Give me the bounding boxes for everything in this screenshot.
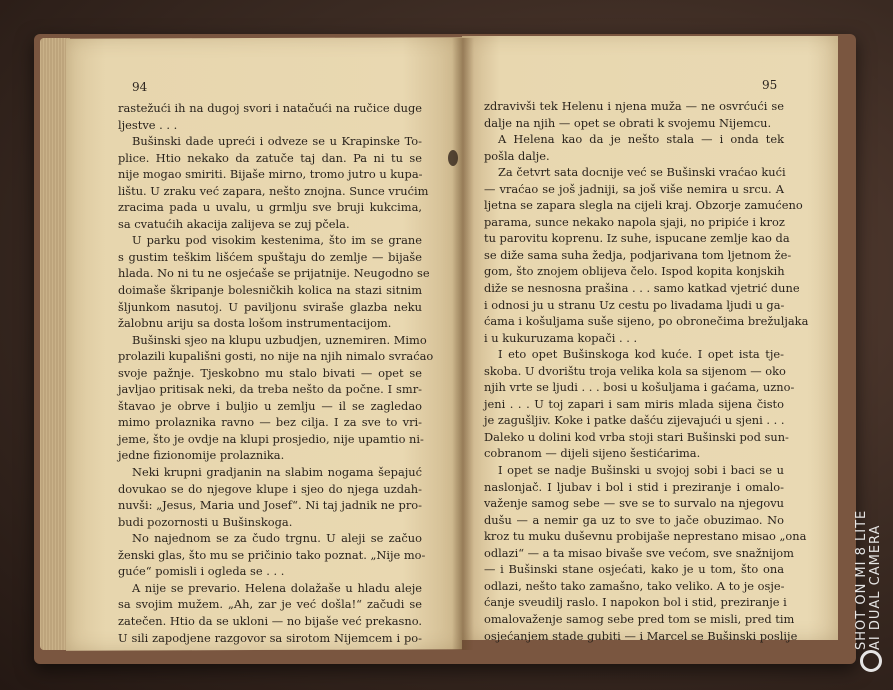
text-line: žalobnu ariju sa dosta lošom instrumentacijom. bbox=[118, 316, 392, 331]
text-line: štavao je obrve i buljio u zemlju — il se zagledao bbox=[118, 398, 422, 413]
text-line: Bušinski dade upreći i odveze se u Krapinske To- bbox=[132, 134, 422, 149]
text-line: je zagušljiv. Koke i patke dašću zijevajući u sjeni . . . bbox=[484, 413, 785, 428]
text-line: rastežući ih na dugoj svori i natačući na ručice duge bbox=[118, 101, 422, 115]
text-line: doimaše škripanje bolesničkih kolica na stazi sitnim bbox=[118, 283, 422, 298]
text-line: sa svojim mužem. „Ah, zar je već došla!“ začudi se bbox=[118, 597, 422, 612]
text-line: skoba. U dvorištu troja velika kola sa sijenom — oko bbox=[484, 363, 786, 378]
text-line: njih vrte se ljudi . . . bosi u košuljama i gaćama, uzno- bbox=[484, 380, 795, 395]
text-line: U sili zapodjene razgovor sa sirotom Nijemcem i po- bbox=[118, 630, 422, 645]
text-line: lištu. U zraku već zapara, nešto znojna. Sunce vrućim bbox=[118, 183, 429, 198]
text-line: — i Bušinski stane osjećati, kako je u tom, što ona bbox=[484, 562, 784, 577]
text-line: omalovaženje samog sebe pred tom se misli, pred tim bbox=[484, 611, 795, 626]
text-line: A nije se prevario. Helena dolažaše u hladu aleje bbox=[132, 580, 422, 595]
text-line: šljunkom nasutoj. U paviljonu sviraše glazba neku bbox=[118, 299, 422, 314]
text-line: nuvši: „Jesus, Maria und Josef“. Ni taj jadnik ne pro- bbox=[118, 498, 422, 513]
text-line: Za četvrt sata docnije već se Bušinski vraćao kući bbox=[498, 165, 786, 180]
text-line: Bušinski sjeo na klupu uzbudjen, uznemiren. Mimo bbox=[132, 332, 427, 347]
text-line: jedne fizionomije prolaznika. bbox=[118, 448, 285, 463]
text-line: ženski glas, što mu se pričinio tako poznat. „Nije mo- bbox=[118, 547, 426, 562]
text-line: gom, što znojem oblijeva čelo. Ispod kopita konjskih bbox=[484, 264, 785, 279]
text-line: odlazi, nešto tako zamašno, tako veliko. A to je osje- bbox=[484, 578, 785, 593]
text-line: naslonjač. I ljubav i bol i stid i preziranje i omalo- bbox=[484, 479, 784, 494]
text-line: tu parovitu koprenu. Iz suhe, ispucane zemlje kao da bbox=[484, 231, 790, 246]
page-stain bbox=[448, 150, 458, 166]
text-line: se diže sama suha žedja, podjarivana tom ljetnom že- bbox=[484, 247, 792, 262]
text-line: dalje na njih — opet se obrati k svojemu Nijemcu. bbox=[484, 115, 772, 130]
text-line: diže se nesnosna prašina . . . samo katkad vjetrić dune bbox=[484, 281, 800, 296]
text-line: I opet se nadje Bušinski u svojoj sobi i baci se u bbox=[498, 463, 784, 478]
text-line: ćama i košuljama suše sijeno, po obronečima brežuljaka bbox=[484, 314, 809, 329]
text-line: plice. Htio nekako da zatuče taj dan. Pa ni tu se bbox=[118, 150, 422, 165]
text-line: nije mogao smiriti. Bijaše mirno, tromo jutro u kupa- bbox=[118, 167, 423, 182]
right-page-text bbox=[484, 98, 809, 644]
text-line: cobranom — dijeli sijeno šestićarima. bbox=[484, 446, 701, 461]
text-line: jeni . . . U toj zapari i sam miris mlada sijena čisto bbox=[484, 396, 784, 411]
text-line: s gustim teškim lišćem spuštaju do zemlje — bijaše bbox=[118, 249, 422, 264]
watermark-line-1: SHOT ON MI 8 LITE bbox=[854, 509, 869, 650]
text-line: osjećanjem stade gubiti — i Marcel se Bušinski poslije bbox=[484, 628, 798, 643]
text-line: I eto opet Bušinskoga kod kuće. I opet ista tje- bbox=[498, 347, 784, 362]
text-line: zatečen. Htio da se ukloni — no bijaše već prekasno. bbox=[118, 613, 422, 628]
text-line: javljao pritisak neki, da treba nešto da počne. I smr- bbox=[118, 382, 422, 397]
camera-logo-icon bbox=[860, 650, 882, 672]
text-line: prolazili kupališni gosti, no nije na njih nimalo svraćao bbox=[118, 349, 434, 364]
text-line: mimo prolaznika ravno — bez cilja. I za sve to vri- bbox=[118, 415, 422, 430]
text-line: odlazi“ — a ta misao bivaše sve većom, sve snažnijom bbox=[484, 545, 794, 560]
text-line: Daleko u dolini kod vrba stoji stari Bušinski pod sun- bbox=[484, 429, 789, 444]
book-gutter bbox=[452, 38, 474, 650]
text-line: svoje pažnje. Tjeskobno mu stalo bivati — opet se bbox=[118, 365, 422, 380]
text-line: zracima pada u uvalu, u grmlju sve bruji kukcima, bbox=[118, 200, 422, 215]
watermark-line-2: AI DUAL CAMERA bbox=[868, 524, 883, 650]
text-line: U parku pod visokim kestenima, što im se grane bbox=[132, 233, 422, 248]
text-line: dovukao se do njegove klupe i sjeo do njega uzdah- bbox=[118, 481, 422, 496]
text-line: sa cvatućih akacija zalijeva se zuj pčela. bbox=[118, 216, 350, 231]
camera-watermark bbox=[855, 410, 885, 680]
text-line: zdravivši tek Helenu i njena muža — ne osvrćući se bbox=[484, 99, 784, 113]
left-page-number: 94 bbox=[132, 80, 148, 94]
text-line: pošla dalje. bbox=[484, 148, 550, 163]
text-line: hlada. No ni tu ne osjećaše se prijatnije. Neugodno se bbox=[118, 266, 430, 281]
text-line: ljetna se zapara slegla na cijeli kraj. Obzorje zamućeno bbox=[484, 198, 803, 213]
text-line: budi pozornosti u Bušinskoga. bbox=[118, 514, 293, 529]
text-line: Neki krupni gradjanin na slabim nogama šepajuć bbox=[132, 465, 422, 480]
text-line: parama, sunce nekako napola sjaji, no pripiće i kroz bbox=[484, 214, 785, 229]
text-line: guće“ pomisli i ogleda se . . . bbox=[118, 564, 285, 579]
text-line: i u kukuruzama kopači . . . bbox=[484, 330, 638, 345]
left-page-text bbox=[118, 100, 434, 646]
text-line: ćanje sveudilj raslo. I napokon bol i stid, preziranje i bbox=[484, 595, 787, 610]
text-line: važenje samog sebe — sve se to survalo na njegovu bbox=[484, 496, 784, 511]
text-line: No najednom se za čudo trgnu. U aleji se začuo bbox=[132, 531, 422, 546]
text-line: kroz tu muku duševnu probijaše neprestano misao „ona bbox=[484, 529, 807, 544]
text-line: dušu — a nemir ga uz to sve to jače obuzimao. No bbox=[484, 512, 784, 527]
right-page-number: 95 bbox=[762, 78, 778, 92]
text-line: i odnosi ju u stranu Uz cestu po livadama ljudi u ga- bbox=[484, 297, 785, 312]
text-line: ljestve . . . bbox=[118, 117, 178, 132]
text-line: jeme, što je ovdje na klupi prosjedio, nije upamtio ni- bbox=[118, 431, 424, 446]
text-line: A Helena kao da je nešto stala — i onda tek bbox=[498, 132, 784, 147]
text-line: — vraćao se još jadniji, sa još više nemira u srcu. A bbox=[484, 181, 784, 196]
